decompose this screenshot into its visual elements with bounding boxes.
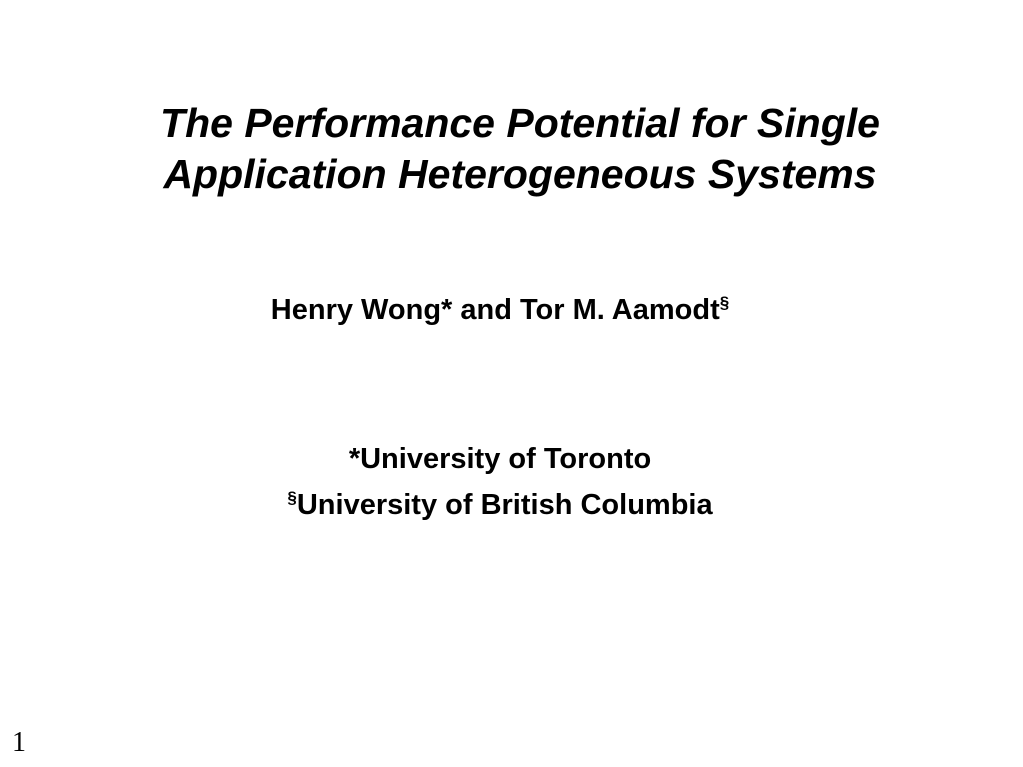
authors-text: Henry Wong* and Tor M. Aamodt bbox=[270, 294, 720, 326]
affiliation-ubc bbox=[60, 482, 940, 528]
slide-title-line-1: The Performance Potential for Single bbox=[160, 100, 880, 146]
slide-title-line-2: Application Heterogeneous Systems bbox=[163, 151, 877, 197]
affiliations bbox=[60, 436, 940, 528]
affiliation-name: University of British Columbia bbox=[296, 489, 713, 521]
authors-line bbox=[60, 290, 940, 330]
affiliation-marker: * bbox=[348, 443, 361, 475]
affiliation-toronto bbox=[60, 436, 940, 482]
slide-number: 1 bbox=[12, 727, 26, 758]
slide-title bbox=[60, 98, 980, 200]
affiliation-marker: § bbox=[287, 488, 297, 507]
authors-marker: § bbox=[719, 293, 730, 312]
affiliation-name: University of Toronto bbox=[360, 443, 652, 475]
